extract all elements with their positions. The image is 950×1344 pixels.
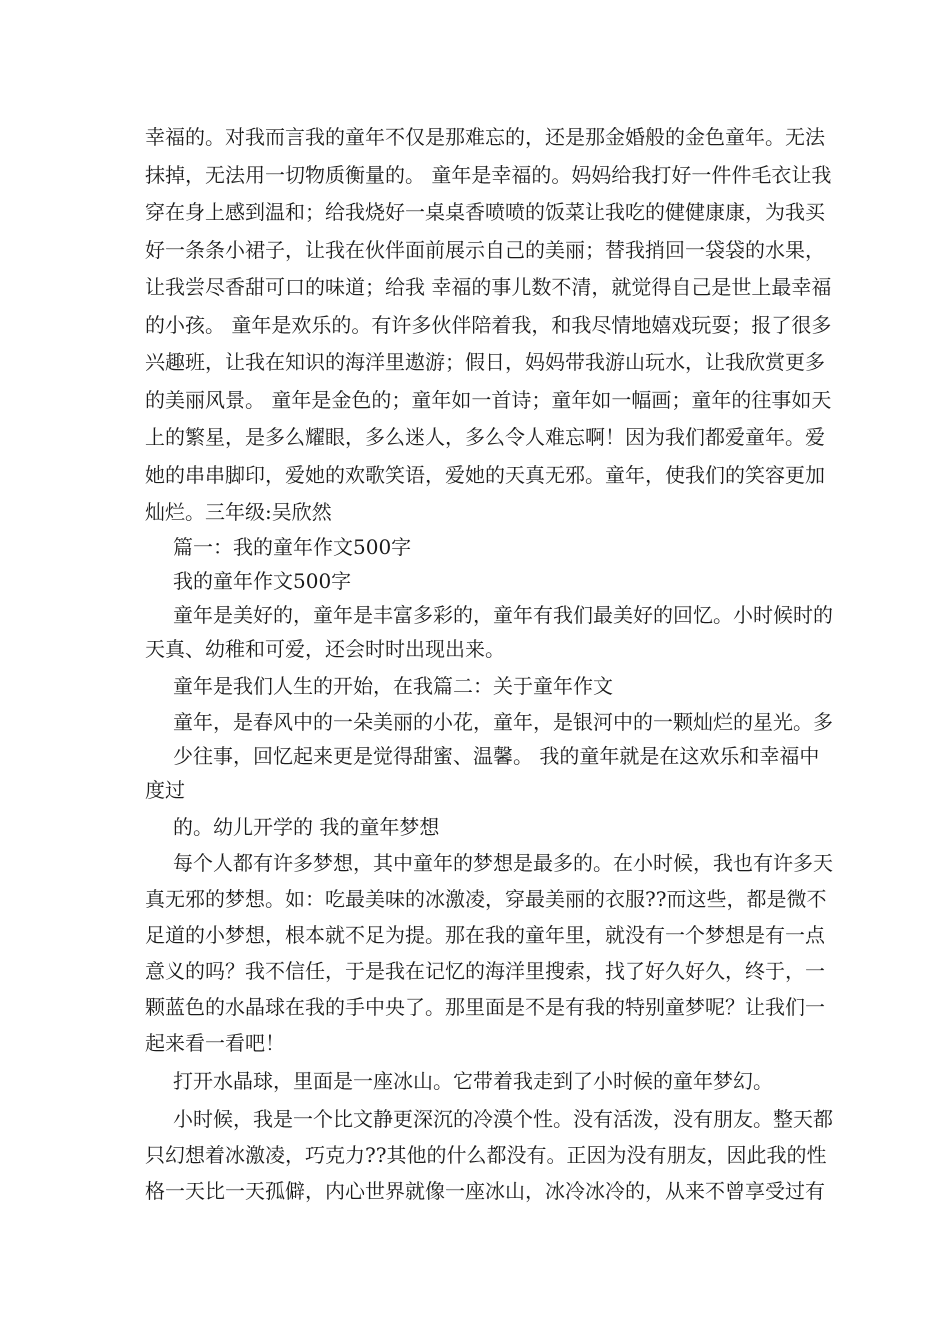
text-line: 打开水晶球，里面是一座冰山。它带着我走到了小时候的童年梦幻。: [173, 1069, 773, 1093]
text-line: 灿烂。三年级:吴欣然: [145, 500, 332, 524]
text-line: 真无邪的梦想。如：吃最美味的冰激凌，穿最美丽的衣服??而这些，都是微不: [145, 887, 827, 911]
text-line: 只幻想着冰激凌，巧克力??其他的什么都没有。正因为没有朋友，因此我的性: [145, 1143, 827, 1167]
text-line: 童年是美好的，童年是丰富多彩的，童年有我们最美好的回忆。小时候时的: [173, 603, 833, 627]
text-line: 小时候，我是一个比文静更深沉的冷漠个性。没有活泼，没有朋友。整天都: [173, 1107, 833, 1131]
section-heading: 篇一：我的童年作文500字: [173, 535, 412, 559]
text-line: 起来看一看吧！: [145, 1031, 285, 1055]
text-line: 足道的小梦想，根本就不足为提。那在我的童年里，就没有一个梦想是有一点: [145, 923, 825, 947]
text-line: 度过: [145, 778, 185, 802]
text-line: 的美丽风景。 童年是金色的；童年如一首诗；童年如一幅画；童年的往事如天: [145, 388, 832, 412]
text-line: 好一条条小裙子，让我在伙伴面前展示自己的美丽；替我捎回一袋袋的水果，: [145, 238, 825, 262]
text-line: 的小孩。 童年是欢乐的。有许多伙伴陪着我，和我尽情地嬉戏玩耍；报了很多: [145, 313, 832, 337]
text-line: 穿在身上感到温和；给我烧好一桌桌香喷喷的饭菜让我吃的健健康康，为我买: [145, 200, 825, 224]
text-line: 上的繁星，是多么耀眼，多么迷人，多么令人难忘啊！因为我们都爱童年。爱: [145, 425, 825, 449]
text-line: 童年是我们人生的开始，在我篇二：关于童年作文: [173, 674, 613, 698]
text-line: 意义的吗？我不信任，于是我在记忆的海洋里搜索，找了好久好久，终于，一: [145, 959, 825, 983]
text-line: 少往事，回忆起来更是觉得甜蜜、温馨。 我的童年就是在这欢乐和幸福中: [173, 744, 820, 768]
text-line: 的。幼儿开学的 我的童年梦想: [173, 815, 440, 839]
text-line: 童年，是春风中的一朵美丽的小花，童年，是银河中的一颗灿烂的星光。多: [173, 710, 833, 734]
text-line: 抹掉，无法用一切物质衡量的。 童年是幸福的。妈妈给我打好一件件毛衣让我: [145, 163, 832, 187]
text-line: 格一天比一天孤僻，内心世界就像一座冰山，冰冷冰冷的，从来不曾享受过有: [145, 1179, 825, 1203]
section-title: 我的童年作文500字: [173, 569, 352, 593]
text-line: 天真、幼稚和可爱，还会时时出现出来。: [145, 637, 505, 661]
text-line: 让我尝尽香甜可口的味道；给我 幸福的事儿数不清，就觉得自己是世上最幸福: [145, 275, 832, 299]
text-line: 颗蓝色的水晶球在我的手中央了。那里面是不是有我的特别童梦呢？让我们一: [145, 995, 825, 1019]
text-line: 每个人都有许多梦想，其中童年的梦想是最多的。在小时候，我也有许多天: [173, 851, 833, 875]
text-line: 幸福的。对我而言我的童年不仅是那难忘的，还是那金婚般的金色童年。无法: [145, 125, 825, 149]
text-line: 兴趣班，让我在知识的海洋里遨游；假日，妈妈带我游山玩水，让我欣赏更多: [145, 350, 825, 374]
text-line: 她的串串脚印，爱她的欢歌笑语，爱她的天真无邪。童年，使我们的笑容更加: [145, 463, 825, 487]
